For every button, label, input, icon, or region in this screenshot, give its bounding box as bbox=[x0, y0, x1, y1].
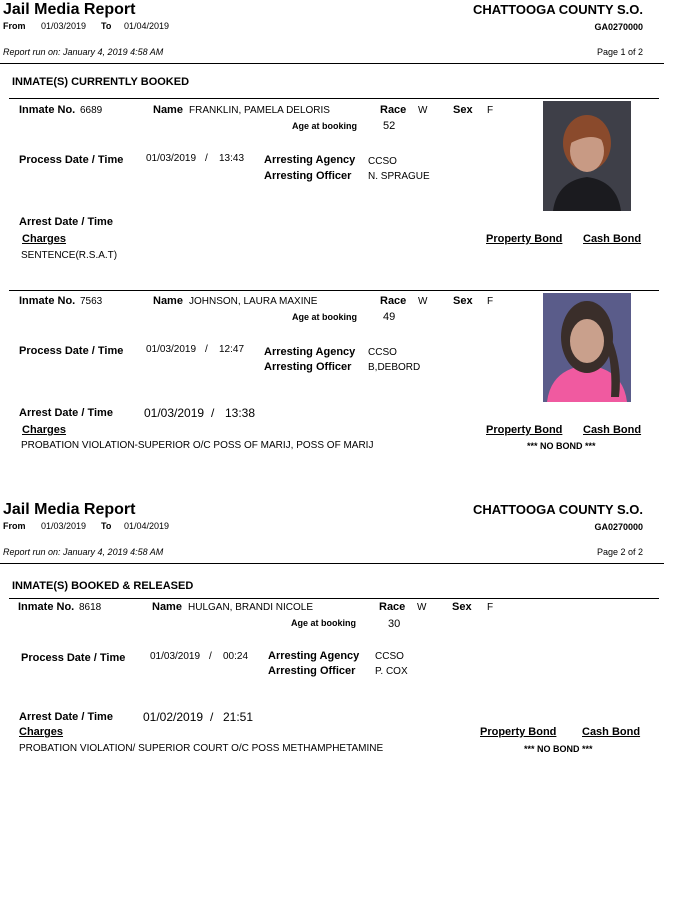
name-label: Name bbox=[153, 295, 183, 307]
report-run-date: Report run on: January 4, 2019 4:58 AM bbox=[3, 47, 164, 57]
inmate-number: 7563 bbox=[80, 296, 103, 307]
age-value: 49 bbox=[383, 311, 396, 323]
sex-value: F bbox=[487, 296, 494, 307]
report-title: Jail Media Report bbox=[3, 1, 136, 18]
cash-bond-label: Cash Bond bbox=[582, 726, 641, 738]
process-date-label: Process Date / Time bbox=[19, 154, 124, 166]
arrest-date-label: Arrest Date / Time bbox=[19, 711, 113, 723]
time-separator: / bbox=[210, 710, 214, 724]
cash-bond-label: Cash Bond bbox=[583, 424, 642, 436]
property-bond-label: Property Bond bbox=[486, 424, 563, 436]
arresting-officer-label: Arresting Officer bbox=[268, 665, 356, 677]
charges-label: Charges bbox=[22, 233, 67, 245]
sex-label: Sex bbox=[453, 295, 473, 307]
charges-label: Charges bbox=[19, 726, 64, 738]
age-value: 52 bbox=[383, 120, 396, 132]
arrest-date-label: Arrest Date / Time bbox=[19, 407, 113, 419]
inmate-no-label: Inmate No. bbox=[18, 601, 75, 613]
arrest-date-label: Arrest Date / Time bbox=[19, 216, 113, 228]
from-date: 01/03/2019 bbox=[41, 521, 87, 531]
agency-title: CHATTOOGA COUNTY S.O. bbox=[473, 2, 643, 17]
agency-code: GA0270000 bbox=[594, 22, 643, 32]
cash-bond-label: Cash Bond bbox=[583, 233, 642, 245]
to-date: 01/04/2019 bbox=[124, 21, 170, 31]
arresting-agency: CCSO bbox=[375, 651, 404, 662]
charge-text: PROBATION VIOLATION/ SUPERIOR COURT O/C POSS METHAMPHETAMINE bbox=[19, 743, 384, 754]
sex-label: Sex bbox=[452, 601, 472, 613]
divider bbox=[9, 598, 659, 599]
agency-title: CHATTOOGA COUNTY S.O. bbox=[473, 502, 643, 517]
divider bbox=[9, 98, 659, 99]
time-separator: / bbox=[205, 153, 208, 164]
section-title: INMATE(S) CURRENTLY BOOKED bbox=[12, 76, 190, 88]
inmate-photo bbox=[543, 293, 631, 402]
inmate-number: 8618 bbox=[79, 602, 102, 613]
arresting-officer: B,DEBORD bbox=[368, 362, 421, 373]
inmate-name: FRANKLIN, PAMELA DELORIS bbox=[189, 105, 330, 116]
name-label: Name bbox=[153, 104, 183, 116]
process-date-label: Process Date / Time bbox=[21, 652, 126, 664]
arresting-agency: CCSO bbox=[368, 156, 397, 167]
property-bond-label: Property Bond bbox=[480, 726, 557, 738]
arrest-time: 13:38 bbox=[225, 406, 256, 420]
time-separator: / bbox=[211, 406, 215, 420]
to-label: To bbox=[101, 21, 112, 31]
sex-value: F bbox=[487, 602, 494, 613]
charge-text: PROBATION VIOLATION-SUPERIOR O/C POSS OF MARIJ, POSS OF MARIJ bbox=[21, 440, 374, 451]
race-label: Race bbox=[379, 601, 406, 613]
divider bbox=[0, 63, 664, 64]
arresting-officer-label: Arresting Officer bbox=[264, 170, 352, 182]
process-time: 12:47 bbox=[219, 344, 245, 355]
sex-label: Sex bbox=[453, 104, 473, 116]
process-date: 01/03/2019 bbox=[146, 344, 197, 355]
inmate-name: HULGAN, BRANDI NICOLE bbox=[188, 602, 314, 613]
arresting-agency-label: Arresting Agency bbox=[264, 346, 356, 358]
inmate-photo bbox=[543, 101, 631, 211]
arresting-officer-label: Arresting Officer bbox=[264, 361, 352, 373]
report-run-date: Report run on: January 4, 2019 4:58 AM bbox=[3, 547, 164, 557]
charges-label: Charges bbox=[22, 424, 67, 436]
from-label: From bbox=[3, 521, 26, 531]
inmate-no-label: Inmate No. bbox=[19, 295, 76, 307]
process-time: 13:43 bbox=[219, 153, 245, 164]
age-value: 30 bbox=[388, 618, 401, 630]
arresting-agency-label: Arresting Agency bbox=[264, 154, 356, 166]
process-date-label: Process Date / Time bbox=[19, 345, 124, 357]
race-value: W bbox=[417, 602, 427, 613]
race-value: W bbox=[418, 105, 428, 116]
arresting-agency-label: Arresting Agency bbox=[268, 650, 360, 662]
section-title: INMATE(S) BOOKED & RELEASED bbox=[12, 580, 194, 592]
inmate-no-label: Inmate No. bbox=[19, 104, 76, 116]
process-date: 01/03/2019 bbox=[146, 153, 197, 164]
process-date: 01/03/2019 bbox=[150, 651, 201, 662]
arresting-agency: CCSO bbox=[368, 347, 397, 358]
name-label: Name bbox=[152, 601, 182, 613]
page-number: Page 1 of 2 bbox=[596, 47, 643, 57]
divider bbox=[0, 563, 664, 564]
divider bbox=[9, 290, 659, 291]
arresting-officer: N. SPRAGUE bbox=[368, 171, 430, 182]
age-label: Age at booking bbox=[292, 121, 357, 131]
arrest-date: 01/02/2019 bbox=[143, 710, 204, 724]
arrest-date: 01/03/2019 bbox=[144, 406, 205, 420]
process-time: 00:24 bbox=[223, 651, 249, 662]
bond-status: *** NO BOND *** bbox=[524, 744, 593, 754]
race-value: W bbox=[418, 296, 428, 307]
to-label: To bbox=[101, 521, 112, 531]
race-label: Race bbox=[380, 104, 407, 116]
from-date: 01/03/2019 bbox=[41, 21, 87, 31]
bond-status: *** NO BOND *** bbox=[527, 441, 596, 451]
report-title: Jail Media Report bbox=[3, 501, 136, 518]
arrest-time: 21:51 bbox=[223, 710, 254, 724]
time-separator: / bbox=[205, 344, 208, 355]
agency-code: GA0270000 bbox=[594, 522, 643, 532]
charge-text: SENTENCE(R.S.A.T) bbox=[21, 250, 118, 261]
inmate-name: JOHNSON, LAURA MAXINE bbox=[189, 296, 318, 307]
sex-value: F bbox=[487, 105, 494, 116]
page-number: Page 2 of 2 bbox=[596, 547, 643, 557]
time-separator: / bbox=[209, 651, 212, 662]
arresting-officer: P. COX bbox=[375, 666, 408, 677]
inmate-number: 6689 bbox=[80, 105, 103, 116]
to-date: 01/04/2019 bbox=[124, 521, 170, 531]
age-label: Age at booking bbox=[292, 312, 357, 322]
race-label: Race bbox=[380, 295, 407, 307]
from-label: From bbox=[3, 21, 26, 31]
age-label: Age at booking bbox=[291, 618, 356, 628]
property-bond-label: Property Bond bbox=[486, 233, 563, 245]
